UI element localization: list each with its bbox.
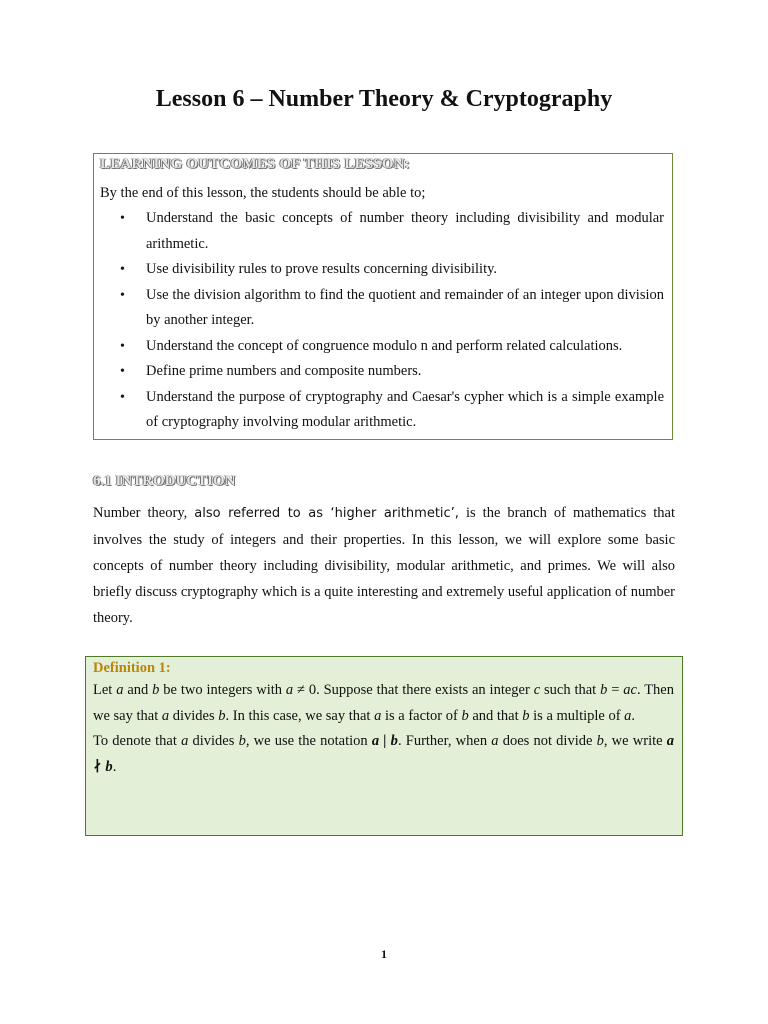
introduction-paragraph: Number theory, also referred to as ‘higher arithmetic’, is the branch of mathematics that involves the study of integers and their properties. In this lesson, we will explore some basic concepts of number theory including divisibility, modular arithmetic, and primes. We will also briefly discuss cryptography which is a quite interesting and extremely useful application of number theory. — [93, 505, 676, 626]
definition-label: Definition 1: — [93, 660, 171, 676]
bullet-icon: • — [120, 262, 125, 277]
definition-text: Let a and b be two integers with a ≠ 0. Suppose that there exists an integer c such that b = ac. Then we say that a divides b. In this case, we say that a is a factor of b and that b is a multiple of a. To denote that a divides b, we use the notation a | b. Further, when a does not divide b, we write a ∤ b. — [93, 682, 675, 775]
learning-outcomes-list — [100, 206, 664, 436]
bullet-icon: • — [120, 389, 125, 405]
bullet-icon: • — [120, 364, 125, 379]
list-item: • Use the division algorithm to find the quotient and remainder of an integer upon division by another integer. — [100, 283, 664, 334]
list-item: • Understand the concept of congruence modulo n and perform related calculations. — [100, 334, 664, 360]
page-number: 1 — [381, 947, 387, 961]
not-divides-notation: a ∤ b — [93, 733, 675, 775]
list-item: • Understand the basic concepts of number theory including divisibility and modular arithmetic. — [100, 206, 664, 257]
divides-notation: a | b — [371, 733, 398, 749]
definition-box — [85, 656, 683, 836]
bullet-icon: • — [120, 338, 125, 354]
page-title: Lesson 6 – Number Theory & Cryptography — [155, 86, 613, 112]
list-item: • Use divisibility rules to prove results concerning divisibility. — [100, 257, 664, 283]
list-item: • Define prime numbers and composite numbers. — [100, 359, 664, 385]
bullet-icon: • — [120, 287, 125, 303]
learning-outcomes-box — [93, 153, 673, 440]
bullet-icon: • — [120, 211, 125, 226]
learning-outcomes-intro: By the end of this lesson, the students should be able to; — [100, 185, 426, 201]
introduction-heading: 6.1 INTRODUCTION — [93, 473, 236, 489]
list-item: • Understand the purpose of cryptography and Caesar's cypher which is a simple example of cryptography involving modular arithmetic. — [100, 385, 664, 436]
learning-outcomes-heading: LEARNING OUTCOMES OF THIS LESSON: — [100, 156, 410, 172]
